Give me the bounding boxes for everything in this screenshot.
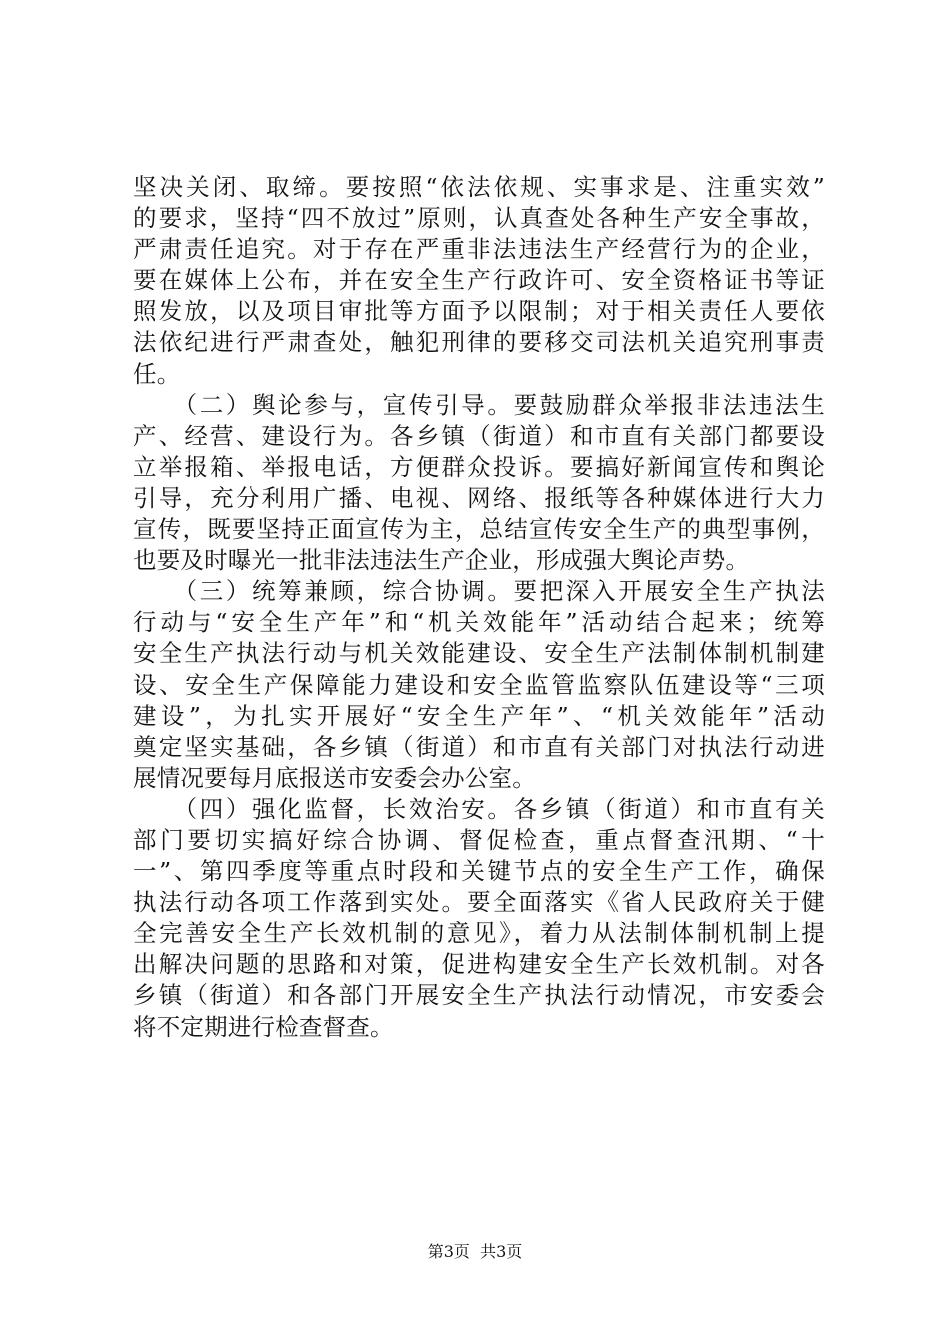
text-line: 引导，充分利用广播、电视、网络、报纸等各种媒体进行大力	[133, 483, 825, 512]
text-line: 法依纪进行严肃查处，触犯刑律的要移交司法机关追究刑事责	[133, 328, 825, 357]
paragraph-section-3	[133, 576, 825, 794]
text-line: 乡镇（街道）和各部门开展安全生产执法行动情况，市安委会	[133, 981, 825, 1010]
text-line: 宣传，既要坚持正面宣传为主，总结宣传安全生产的典型事例，	[133, 515, 825, 544]
text-line: 任。	[133, 359, 181, 388]
text-line: （四）强化监督，长效治安。各乡镇（街道）和市直有关	[133, 794, 825, 823]
text-line: 将不定期进行检查督查。	[133, 1012, 394, 1041]
document-body	[133, 172, 825, 1043]
page-number-label: 第3页 共3页	[427, 1242, 523, 1261]
text-line: 奠定坚实基础，各乡镇（街道）和市直有关部门对执法行动进	[133, 732, 825, 761]
text-line: 行动与“安全生产年”和“机关效能年”活动结合起来；统筹	[133, 608, 825, 637]
text-line: 安全生产执法行动与机关效能建设、安全生产法制体制机制建	[133, 639, 825, 668]
paragraph-section-4	[133, 794, 825, 1043]
text-line: 要在媒体上公布，并在安全生产行政许可、安全资格证书等证	[133, 266, 825, 295]
text-line: 产、经营、建设行为。各乡镇（街道）和市直有关部门都要设	[133, 421, 825, 450]
paragraph-section-2	[133, 390, 825, 577]
text-line: 执法行动各项工作落到实处。要全面落实《省人民政府关于健	[133, 888, 825, 917]
text-line: 坚决关闭、取缔。要按照“依法依规、实事求是、注重实效”	[133, 173, 825, 201]
text-line: （三）统筹兼顾，综合协调。要把深入开展安全生产执法	[133, 577, 825, 606]
text-line: （二）舆论参与，宣传引导。要鼓励群众举报非法违法生	[133, 390, 825, 419]
text-line: 照发放，以及项目审批等方面予以限制；对于相关责任人要依	[133, 297, 825, 326]
text-line: 立举报箱、举报电话，方便群众投诉。要搞好新闻宣传和舆论	[133, 452, 825, 481]
text-line: 展情况要每月底报送市安委会办公室。	[133, 763, 536, 792]
text-line: 的要求，坚持“四不放过”原则，认真查处各种生产安全事故，	[133, 204, 825, 233]
text-line: 也要及时曝光一批非法违法生产企业，形成强大舆论声势。	[133, 546, 750, 575]
text-line: 部门要切实搞好综合协调、督促检查，重点督查汛期、“十	[133, 825, 825, 854]
text-line: 一”、第四季度等重点时段和关键节点的安全生产工作，确保	[133, 857, 825, 886]
text-line: 严肃责任追究。对于存在严重非法违法生产经营行为的企业，	[133, 235, 825, 264]
text-line: 全完善安全生产长效机制的意见》，着力从法制体制机制上提	[133, 919, 825, 948]
text-line: 设、安全生产保障能力建设和安全监管监察队伍建设等“三项	[133, 670, 825, 699]
text-line: 建设”，为扎实开展好“安全生产年”、“机关效能年”活动	[133, 701, 825, 730]
text-line: 出解决问题的思路和对策，促进构建安全生产长效机制。对各	[133, 950, 825, 979]
paragraph-continuation	[133, 172, 825, 390]
page-footer	[0, 1241, 950, 1263]
